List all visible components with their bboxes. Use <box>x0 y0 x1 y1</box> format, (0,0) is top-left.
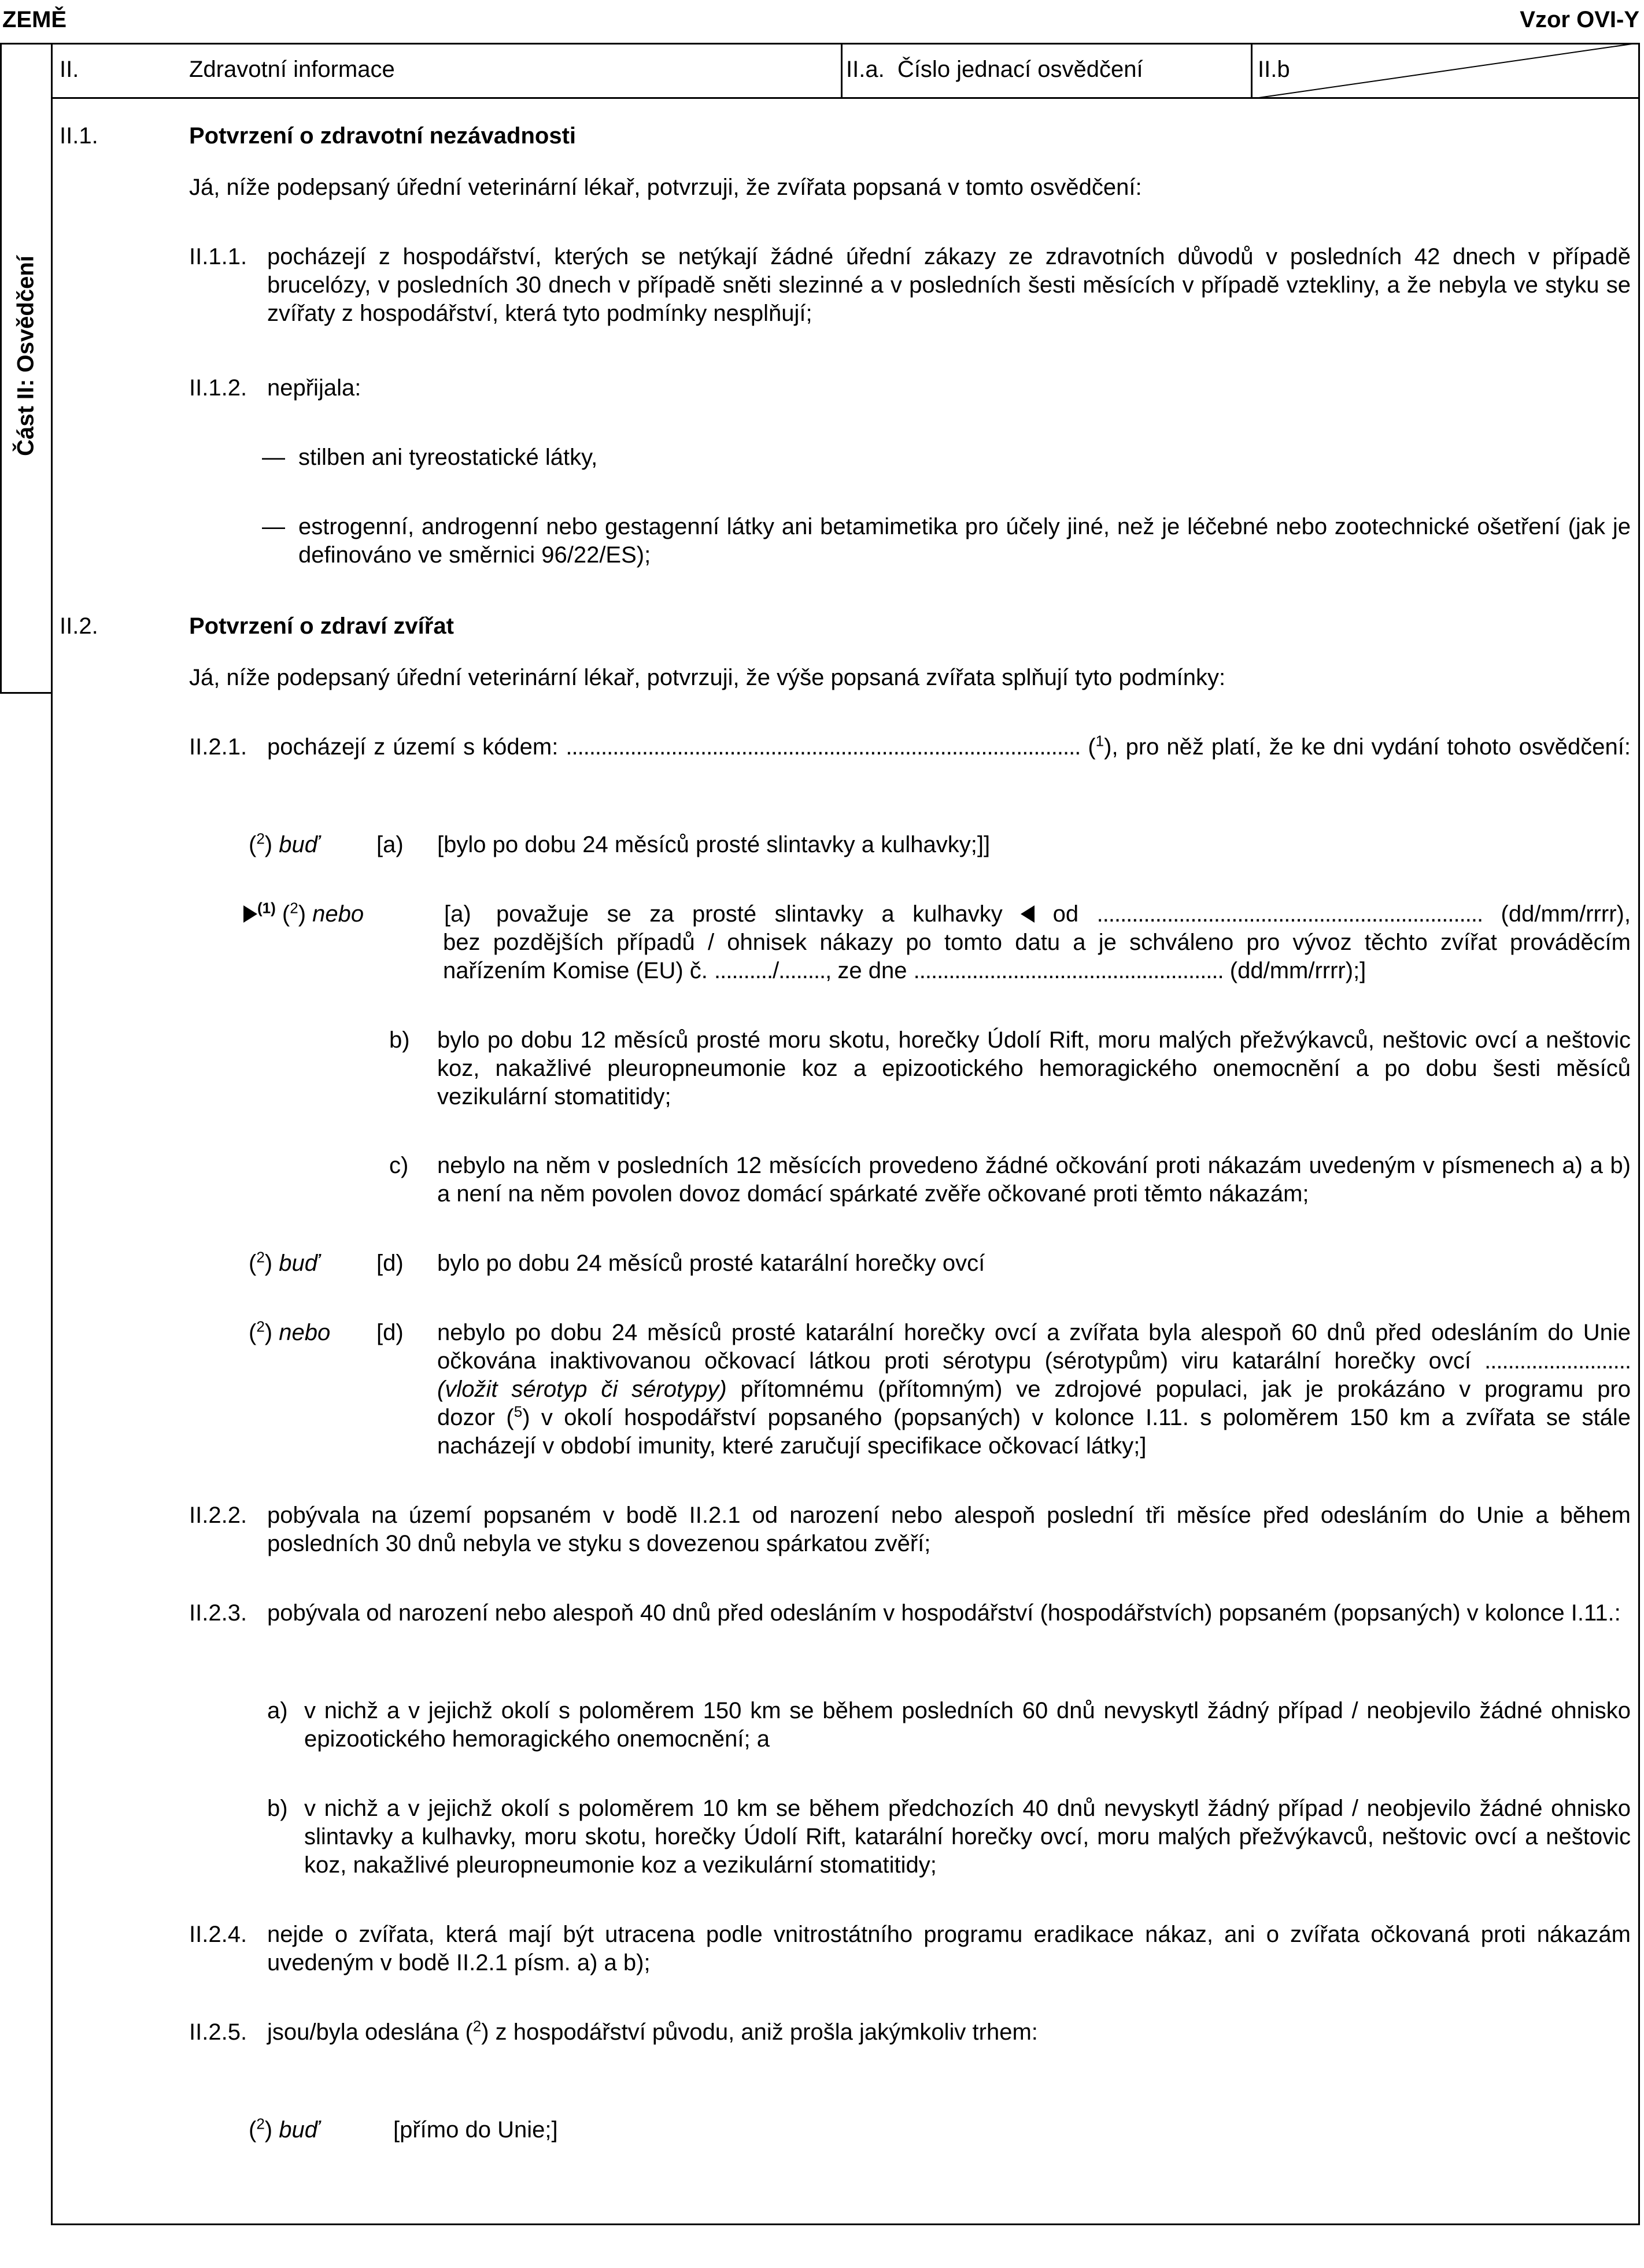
header-div1 <box>841 43 843 99</box>
dash-marker: — <box>262 514 285 539</box>
cond-d2-line4: dozor ($^5$) v okolí hospodářství popsaného (popsaných) v kolonce I.11. s poloměrem 150 km a zvířata se stále <box>437 1403 1631 1430</box>
s1-title: Potvrzení o zdravotní nezávadnosti <box>189 123 577 149</box>
cond-d2-line1: nebylo po dobu 24 měsíců prosté katarální horečky ovcí a zvířata byla alespoň 60 dnů před odesláním do Unie <box>437 1320 1631 1345</box>
opt-a2-line2: bez pozdějších případů / ohnisek nákazy po tomto datu a je schváleno pro vývoz těchto zvířat prováděcím <box>443 930 1631 955</box>
cond-d1-text: bylo po dobu 24 měsíců prosté katarální horečky ovcí <box>437 1250 985 1276</box>
opt-a-text: [bylo po dobu 24 měsíců prosté slintavky a kulhavky;]] <box>437 832 991 857</box>
side-label: Část II: Osvědčení <box>13 256 39 456</box>
s2-p5-text: jsou/byla odeslána ($^2$) z hospodářství původu, aniž prošla jakýmkoliv trhem: <box>267 2017 1038 2045</box>
s2-title: Potvrzení o zdraví zvířat <box>189 613 454 639</box>
date-format-label: (dd/mm/rrrr), <box>1501 901 1631 927</box>
cond-d-label: [d) <box>376 1250 404 1276</box>
regulation-number-field[interactable]: ........../........, <box>714 958 832 983</box>
s2-p1-text: pocházejí z území s kódem: <box>267 734 559 760</box>
s2-p3-num: II.2.3. <box>189 1600 247 1626</box>
s2-p2-text: pobývala na území popsaném v bodě II.2.1 od narození nebo alespoň poslední tři měsíce před odesláním do Unie a během posledních 30 dnů nebyla ve styku s dovezenou spárkatou zvěří; <box>267 1503 1631 1556</box>
serotype-field[interactable]: ......................... <box>1484 1348 1631 1374</box>
s2-p1-num: II.2.1. <box>189 734 247 760</box>
s2-p1-paren: ($^1$), pro něž platí, že ke dni vydání tohoto osvědčení: <box>1088 732 1631 760</box>
cond-b-label: b) <box>389 1027 410 1053</box>
s1-intro: Já, níže podepsaný úřední veterinární lékař, potvrzuji, že zvířata popsaná v tomto osvědčení: <box>189 175 1142 200</box>
opt-a2-from: od <box>1052 901 1079 927</box>
serotype-hint: (vložit sérotyp či sérotypy) <box>437 1377 727 1402</box>
s1-num: II.1. <box>60 123 98 149</box>
iib-label: II.b <box>1258 57 1290 82</box>
either-last-marker: ($^2$) buď <box>249 2115 319 2143</box>
amendment-start-icon <box>243 905 257 923</box>
date-format-label: (dd/mm/rrrr);] <box>1229 958 1366 983</box>
cond-d2-text: přítomnému (přítomným) ve zdrojové populaci, jak je prokázáno v programu pro <box>740 1377 1631 1402</box>
cond-d2-line5: nacházejí v období imunity, které zaručují specifikace očkovací látky;] <box>437 1433 1147 1459</box>
opt-a-label: [a) <box>376 832 404 857</box>
s2-intro: Já, níže podepsaný úřední veterinární lékař, potvrzuji, že výše popsaná zvířata splňují tyto podmínky: <box>189 665 1226 690</box>
s1-p1-num: II.1.1. <box>189 244 247 269</box>
cond-d2-line3 <box>437 1375 1631 1404</box>
s2-p3b-label: b) <box>267 1796 288 1821</box>
frame-inner-left <box>51 43 53 2225</box>
cond-c-label: c) <box>389 1153 409 1178</box>
or-a-marker: $^{(1)}$ ($^2$) nebo <box>243 900 364 928</box>
model-label: Vzor OVI-Y <box>1520 7 1639 32</box>
country-label: ZEMĚ <box>2 7 67 32</box>
regulation-date-field[interactable]: ..................................................... <box>913 958 1224 983</box>
territory-code-field[interactable]: ........................................................................................ <box>566 734 1081 760</box>
s1-dash1: stilben ani tyreostatické látky, <box>298 445 598 470</box>
certificate-ref-label: II.a. Číslo jednací osvědčení <box>846 57 1143 82</box>
opt-a2-label: [a) <box>444 901 471 927</box>
frame-left <box>0 43 2 694</box>
either-a-marker: ($^2$) buď <box>249 830 319 857</box>
regulation-label: nařízením Komise (EU) č. <box>443 958 708 983</box>
s1-p1-text: pocházejí z hospodářství, kterých se netýkají žádné úřední zákazy ze zdravotních důvodů v posledních 42 dnech v případě brucelózy, v posledních 30 dnech v případě sněti slezinné a v posledních šesti měsících v případě vztekliny, a že nebyla ve styku se zvířaty z hospodářství, která tyto podmínky nesplňují; <box>267 244 1631 326</box>
frame-bottom-side <box>0 692 52 694</box>
dash-marker: — <box>262 445 285 470</box>
regulation-date-label: ze dne <box>837 958 907 983</box>
s2-p4-num: II.2.4. <box>189 1922 247 1947</box>
s2-p4-text: nejde o zvířata, která mají být utracena podle vnitrostátního programu eradikace nákaz, ani o zvířata očkovaná proti nákazám uvedeným v bodě II.2.1 písm. a) a b); <box>267 1922 1631 1975</box>
amendment-end-icon <box>1021 905 1035 923</box>
opt-a2-line1 <box>496 900 1631 928</box>
cond-b-text: bylo po dobu 12 měsíců prosté moru skotu, horečky Údolí Rift, moru malých přežvýkavců, neštovic ovcí a neštovic koz, nakažlivé pleuropneumonie koz a epizootického hemoragického onemocnění a po dobu šesti měsíců vezikulární stomatitidy; <box>437 1027 1631 1109</box>
free-since-date-field[interactable]: .................................................................. <box>1096 901 1483 927</box>
s2-p2-num: II.2.2. <box>189 1503 247 1528</box>
section-title: Zdravotní informace <box>189 57 395 82</box>
section-num: II. <box>60 57 79 82</box>
s2-p5-num: II.2.5. <box>189 2019 247 2045</box>
s1-dash2: estrogenní, androgenní nebo gestagenní látky ani betamimetika pro účely jiné, než je léčebné nebo zootechnické ošetření (jak je definováno ve směrnici 96/22/ES); <box>298 514 1631 568</box>
frame-bottom <box>51 2223 1640 2225</box>
s1-p2-num: II.1.2. <box>189 375 247 401</box>
s2-p3-text: pobývala od narození nebo alespoň 40 dnů před odesláním v hospodářství (hospodářstvích) popsaném (popsaných) v kolonce I.11.: <box>267 1600 1621 1626</box>
either-d-marker: ($^2$) buď <box>249 1248 319 1276</box>
or-d-marker: ($^2$) nebo <box>249 1318 331 1345</box>
s2-p3a-text: v nichž a v jejichž okolí s poloměrem 150 km se během posledních 60 dnů nevyskytl žádný případ / neobjevilo žádné ohnisko epizootického hemoragického onemocnění; a <box>304 1698 1631 1752</box>
s1-p2-text: nepřijala: <box>267 375 361 401</box>
cond-d2-line2 <box>437 1347 1631 1375</box>
s2-p3a-label: a) <box>267 1698 288 1723</box>
frame-right <box>1638 43 1640 2225</box>
opt-a2-line3 <box>443 957 1366 985</box>
cond-d2-label: [d) <box>376 1320 404 1345</box>
s2-num: II.2. <box>60 613 98 639</box>
cond-d2-text: očkována inaktivovanou očkovací látkou proti sérotypu (sérotypům) viru katarální horečky ovcí <box>437 1348 1471 1374</box>
opt-a2-text: považuje se za prosté slintavky a kulhavky <box>496 901 1003 927</box>
s2-p1-line1 <box>267 733 1631 761</box>
cond-c-text: nebylo na něm v posledních 12 měsících provedeno žádné očkování proti nákazám uvedeným v písmenech a) a b) a není na něm povolen dovoz domácí spárkaté zvěře očkované proti těmto nákazám; <box>437 1153 1631 1207</box>
s2-p3b-text: v nichž a v jejichž okolí s poloměrem 10 km se během předchozích 40 dnů nevyskytl žádný případ / neobjevilo žádné ohnisko slintavky a kulhavky, moru skotu, horečky Údolí Rift, katarální horečky ovcí, moru malých přežvýkavců, neštovic ovcí a neštovic koz, nakažlivé pleuropneumonie koz a vezikulární stomatitidy; <box>304 1796 1631 1878</box>
last-option-text: [přímo do Unie;] <box>393 2117 558 2143</box>
iib-diagonal <box>1251 43 1640 99</box>
